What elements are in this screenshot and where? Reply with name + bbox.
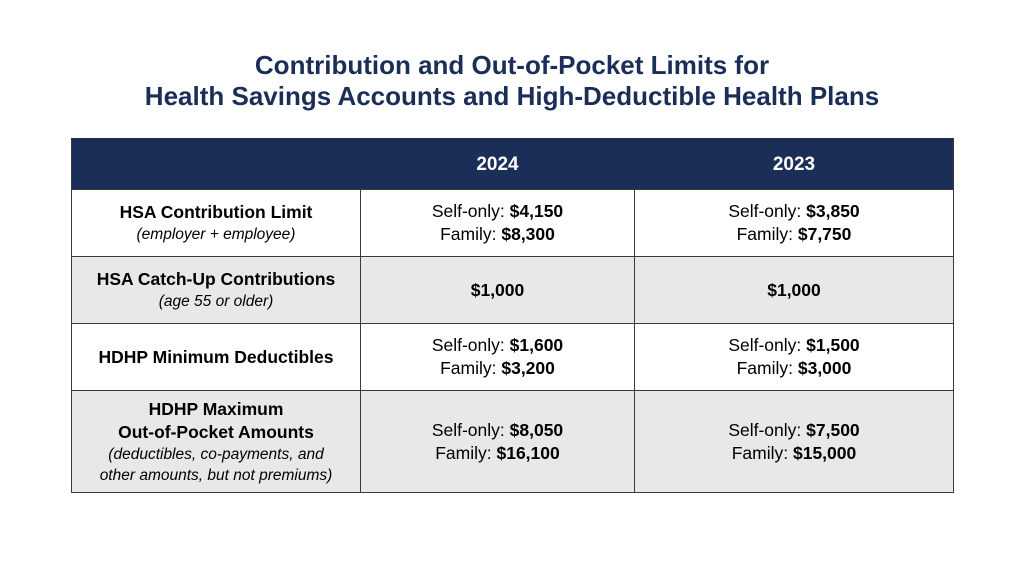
row-label-cell <box>72 391 361 493</box>
row-label-line-1: HDHP Maximum <box>148 398 284 419</box>
family-value: $7,750 <box>797 224 852 244</box>
row-label: HSA Catch-Up Contributions <box>96 269 336 289</box>
value-cell-2024 <box>361 324 635 391</box>
self-only-line <box>367 200 628 223</box>
page-title <box>0 50 1024 112</box>
value-cell-2024 <box>361 190 635 257</box>
family-value: $16,100 <box>496 442 560 463</box>
self-only-value: $1,500 <box>806 335 860 355</box>
table-row <box>72 391 954 493</box>
table-row <box>72 257 954 324</box>
title-line-1: Contribution and Out-of-Pocket Limits for <box>254 50 770 80</box>
self-only-line <box>641 200 947 223</box>
self-only-line <box>367 334 628 357</box>
row-label-cell <box>72 324 361 391</box>
family-line <box>367 357 628 380</box>
self-only-prefix: Self-only: <box>728 335 807 355</box>
family-line <box>641 223 947 246</box>
value-cell-2024 <box>361 257 635 324</box>
value-cell-2023 <box>635 391 954 493</box>
self-only-value: $1,600 <box>509 335 564 355</box>
value-cell-2023 <box>635 257 954 324</box>
row-label-cell <box>72 190 361 257</box>
family-prefix: Family: <box>736 224 798 244</box>
row-sublabel: (employer + employee) <box>136 226 296 243</box>
catch-up-value: $1,000 <box>470 279 525 300</box>
table-row <box>72 324 954 391</box>
header-2023: 2023 <box>635 139 954 190</box>
self-only-prefix: Self-only: <box>431 335 510 355</box>
row-label-line-2: Out-of-Pocket Amounts <box>118 421 314 442</box>
family-line <box>641 442 947 465</box>
self-only-prefix: Self-only: <box>431 419 510 440</box>
family-line <box>641 357 947 380</box>
self-only-prefix: Self-only: <box>728 201 807 221</box>
self-only-value: $8,050 <box>509 419 564 440</box>
self-only-value: $7,500 <box>806 419 860 440</box>
family-prefix: Family: <box>435 442 497 463</box>
family-value: $8,300 <box>501 224 555 244</box>
row-label: HDHP Minimum Deductibles <box>98 346 334 367</box>
self-only-prefix: Self-only: <box>431 201 510 221</box>
catch-up-value: $1,000 <box>767 279 821 300</box>
value-cell-2023 <box>635 324 954 391</box>
family-value: $3,200 <box>501 358 555 378</box>
family-prefix: Family: <box>440 224 502 244</box>
title-line-2: Health Savings Accounts and High-Deductible Health Plans <box>144 81 880 111</box>
self-only-value: $4,150 <box>509 201 564 221</box>
row-sublabel: (age 55 or older) <box>158 293 274 310</box>
value-cell-2023 <box>635 190 954 257</box>
family-prefix: Family: <box>731 442 793 463</box>
self-only-value: $3,850 <box>806 201 860 221</box>
row-sublabel-line-1: (deductibles, co-payments, and <box>108 445 324 463</box>
table-header-row <box>72 139 954 190</box>
value-cell-2024 <box>361 391 635 493</box>
row-sublabel-line-2: other amounts, but not premiums) <box>99 466 333 484</box>
family-value: $15,000 <box>792 442 857 463</box>
family-prefix: Family: <box>736 358 798 378</box>
self-only-prefix: Self-only: <box>728 419 807 440</box>
family-value: $3,000 <box>797 358 852 378</box>
self-only-line <box>641 419 947 442</box>
row-label-cell <box>72 257 361 324</box>
header-2024: 2024 <box>361 139 635 190</box>
family-line <box>367 442 628 465</box>
self-only-line <box>641 334 947 357</box>
limits-table <box>71 138 954 493</box>
table-row <box>72 190 954 257</box>
self-only-line <box>367 419 628 442</box>
family-line <box>367 223 628 246</box>
row-label: HSA Contribution Limit <box>119 202 313 222</box>
family-prefix: Family: <box>440 358 502 378</box>
header-blank-cell <box>72 139 361 190</box>
